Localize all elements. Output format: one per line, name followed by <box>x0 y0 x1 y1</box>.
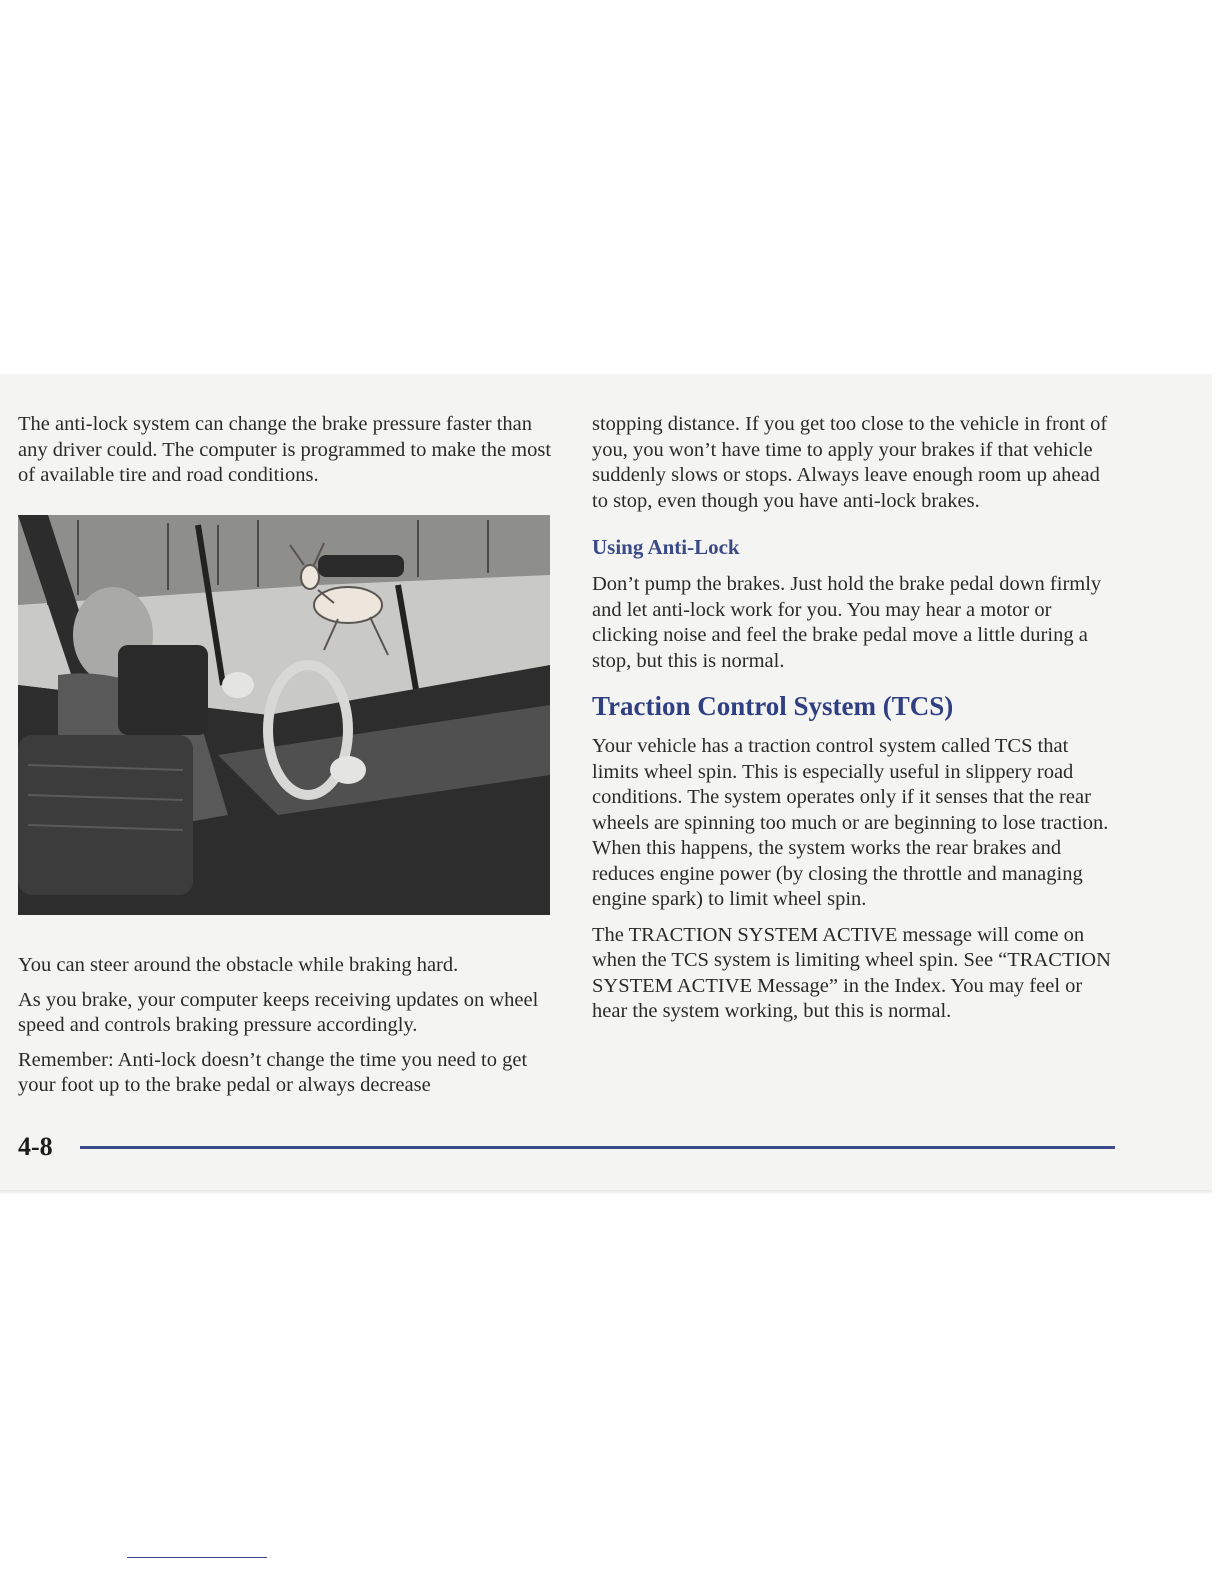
tcs-paragraph-1: Your vehicle has a traction control system called TCS that limits wheel spin. This is especially useful in slippery road conditions. The system operates only if it senses that the rear wheels are spinning too much or are beginning to lose traction. When this happens, the system works the rear brakes and reduces engine power (by closing the throttle and managing engine spark) to limit wheel spin. <box>592 735 1109 910</box>
left-column <box>18 412 558 489</box>
driver-hand-left <box>222 672 254 698</box>
paragraph-brake-updates: As you brake, your computer keeps receiving updates on wheel speed and controls braking pressure accordingly. <box>18 988 539 1036</box>
headrest <box>118 645 208 735</box>
tcs-paragraph-2: The TRACTION SYSTEM ACTIVE message will come on when the TCS system is limiting wheel spin. See “TRACTION SYSTEM ACTIVE Message” in the Index. You may feel or hear the system working, but this is normal. <box>592 923 1111 1022</box>
paragraph-remember: Remember: Anti-lock doesn’t change the time you need to get your foot up to the brake pedal or always decrease <box>18 1048 528 1096</box>
driver-hand-right <box>330 756 366 784</box>
page-number: 4-8 <box>18 1132 53 1161</box>
illustration-drawing <box>18 515 550 915</box>
right-column <box>592 412 1112 1035</box>
continuation-paragraph: stopping distance. If you get too close to the vehicle in front of you, you won’t have time to apply your brakes if that vehicle suddenly slows or stops. Always leave enough room up ahead to stop, even though you have anti-lock brakes. <box>592 413 1108 512</box>
bottom-rule <box>127 1557 267 1558</box>
driver-braking-illustration <box>18 515 550 915</box>
left-column-lower <box>18 953 563 1108</box>
footer-rule <box>80 1146 1115 1149</box>
using-anti-lock-heading: Using Anti-Lock <box>592 535 740 559</box>
intro-paragraph: The anti-lock system can change the brake pressure faster than any driver could. The computer is programmed to make the most of available tire and road conditions. <box>18 413 552 486</box>
tcs-heading: Traction Control System (TCS) <box>592 691 954 721</box>
band-shadow <box>0 1190 1212 1194</box>
using-anti-lock-paragraph: Don’t pump the brakes. Just hold the brake pedal down firmly and let anti-lock work for you. You may hear a motor or clicking noise and feel the brake pedal move a little during a stop, but this is normal. <box>592 573 1102 672</box>
seat-back <box>18 735 193 895</box>
figure-caption: You can steer around the obstacle while braking hard. <box>18 954 459 976</box>
rearview-mirror <box>318 555 404 577</box>
